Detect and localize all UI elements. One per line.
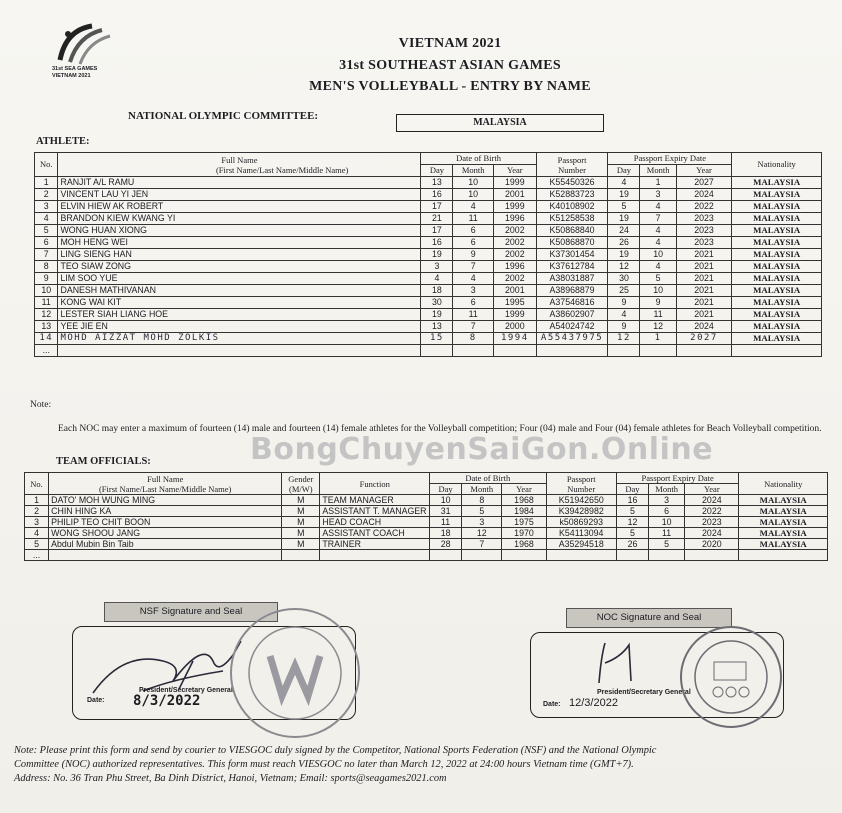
athlete-cell-nat[interactable]: MALAYSIA bbox=[732, 213, 822, 225]
off-col-header-expiry-month: Month bbox=[649, 484, 685, 495]
off-col-header-full-name: Full Name (First Name/Last Name/Middle Name) bbox=[49, 473, 282, 495]
official-cell-name[interactable]: DATO' MOH WUNG MING bbox=[49, 495, 282, 506]
athlete-cell-d[interactable]: 17 bbox=[421, 225, 453, 237]
col-header-nationality: Nationality bbox=[732, 153, 822, 177]
official-cell-g[interactable]: M bbox=[282, 506, 320, 517]
athlete-cell-m[interactable]: 3 bbox=[453, 285, 494, 297]
athlete-cell-ey[interactable]: 2021 bbox=[676, 261, 732, 273]
athlete-cell-y[interactable] bbox=[493, 345, 536, 357]
col-header-expiry-day: Day bbox=[608, 165, 640, 177]
athlete-cell-nat[interactable]: MALAYSIA bbox=[732, 297, 822, 309]
athlete-cell-em[interactable]: 1 bbox=[640, 333, 676, 345]
athlete-cell-y[interactable]: 1995 bbox=[493, 297, 536, 309]
official-cell-ey[interactable]: 2020 bbox=[685, 539, 739, 550]
athlete-cell-em[interactable]: 3 bbox=[640, 189, 676, 201]
footer-line-3: Address: No. 36 Tran Phu Street, Ba Dinh District, Hanoi, Vietnam; Email: sports@seagames2021.com bbox=[14, 773, 447, 784]
off-col-header-dob: Date of Birth bbox=[430, 473, 547, 484]
official-cell-nat[interactable]: MALAYSIA bbox=[739, 517, 828, 528]
off-col-header-gender: Gender (M/W) bbox=[282, 473, 320, 495]
official-cell-ed[interactable]: 16 bbox=[616, 495, 648, 506]
athlete-cell-passport[interactable]: K52883723 bbox=[536, 189, 608, 201]
athlete-cell-m[interactable]: 6 bbox=[453, 297, 494, 309]
athlete-cell-no[interactable]: 14 bbox=[35, 333, 58, 345]
athlete-cell-ey[interactable]: 2023 bbox=[676, 237, 732, 249]
athlete-cell-name[interactable]: KONG WAI KIT bbox=[58, 297, 421, 309]
col-header-expiry-month: Month bbox=[640, 165, 676, 177]
athlete-row bbox=[35, 177, 822, 189]
col-header-full-name: Full Name (First Name/Last Name/Middle Name) bbox=[58, 153, 421, 177]
official-cell-ey[interactable]: 2023 bbox=[685, 517, 739, 528]
official-cell-no[interactable]: 5 bbox=[25, 539, 49, 550]
athlete-cell-em[interactable]: 4 bbox=[640, 261, 676, 273]
official-cell-no[interactable]: 3 bbox=[25, 517, 49, 528]
athlete-row bbox=[35, 249, 822, 261]
footer-line-2: Committee (NOC) authorized representatives. This form must reach VIESGOC no later than March 12, 2022 at 24:00 hours Vietnam time (GMT+7). bbox=[14, 759, 634, 770]
noc-date-value: 12/3/2022 bbox=[569, 697, 618, 709]
athlete-row bbox=[35, 333, 822, 345]
athlete-cell-ed[interactable]: 30 bbox=[608, 273, 640, 285]
official-row bbox=[25, 550, 828, 561]
official-cell-em[interactable] bbox=[649, 550, 685, 561]
official-cell-passport[interactable]: A35294518 bbox=[546, 539, 616, 550]
athlete-cell-d[interactable]: 19 bbox=[421, 309, 453, 321]
noc-date-label: Date: bbox=[543, 701, 561, 708]
official-cell-fn[interactable]: ASSISTANT COACH bbox=[320, 528, 430, 539]
official-cell-y[interactable]: 1975 bbox=[502, 517, 546, 528]
athlete-cell-y[interactable]: 1999 bbox=[493, 177, 536, 189]
official-cell-d[interactable]: 28 bbox=[430, 539, 462, 550]
col-header-dob: Date of Birth bbox=[421, 153, 536, 165]
col-header-no: No. bbox=[35, 153, 58, 177]
athlete-cell-em[interactable]: 1 bbox=[640, 177, 676, 189]
athlete-row bbox=[35, 273, 822, 285]
official-cell-d[interactable]: 10 bbox=[430, 495, 462, 506]
athlete-cell-y[interactable]: 1996 bbox=[493, 261, 536, 273]
athlete-cell-ed[interactable]: 25 bbox=[608, 285, 640, 297]
athlete-cell-y[interactable]: 1999 bbox=[493, 309, 536, 321]
athlete-row bbox=[35, 201, 822, 213]
official-cell-ed[interactable]: 5 bbox=[616, 528, 648, 539]
athlete-cell-m[interactable]: 9 bbox=[453, 249, 494, 261]
athlete-row bbox=[35, 189, 822, 201]
athlete-cell-no[interactable]: 11 bbox=[35, 297, 58, 309]
athlete-cell-ey[interactable]: 2023 bbox=[676, 225, 732, 237]
athlete-cell-name[interactable]: LING SIENG HAN bbox=[58, 249, 421, 261]
athlete-cell-m[interactable]: 7 bbox=[453, 261, 494, 273]
athlete-cell-ey[interactable]: 2027 bbox=[676, 177, 732, 189]
athlete-row bbox=[35, 297, 822, 309]
athlete-cell-em[interactable]: 9 bbox=[640, 297, 676, 309]
official-cell-fn[interactable]: TRAINER bbox=[320, 539, 430, 550]
official-cell-d[interactable]: 11 bbox=[430, 517, 462, 528]
athlete-cell-d[interactable]: 4 bbox=[421, 273, 453, 285]
athlete-cell-ed[interactable]: 9 bbox=[608, 297, 640, 309]
athlete-cell-nat[interactable]: MALAYSIA bbox=[732, 201, 822, 213]
nsf-signature-heading: NSF Signature and Seal bbox=[104, 602, 278, 622]
col-header-month: Month bbox=[453, 165, 494, 177]
official-row bbox=[25, 517, 828, 528]
athlete-cell-y[interactable]: 2001 bbox=[493, 285, 536, 297]
off-col-header-nationality: Nationality bbox=[739, 473, 828, 495]
athlete-cell-y[interactable]: 2002 bbox=[493, 273, 536, 285]
official-cell-d[interactable] bbox=[430, 550, 462, 561]
official-row bbox=[25, 539, 828, 550]
athlete-cell-ed[interactable]: 9 bbox=[608, 321, 640, 333]
athlete-cell-name[interactable]: DANESH MATHIVANAN bbox=[58, 285, 421, 297]
athlete-cell-em[interactable]: 4 bbox=[640, 237, 676, 249]
athlete-cell-ey[interactable]: 2024 bbox=[676, 321, 732, 333]
official-cell-ey[interactable]: 2024 bbox=[685, 495, 739, 506]
athlete-cell-m[interactable]: 10 bbox=[453, 177, 494, 189]
noc-label: NATIONAL OLYMPIC COMMITTEE: bbox=[128, 110, 319, 122]
athlete-row bbox=[35, 285, 822, 297]
official-cell-passport[interactable]: K51942650 bbox=[546, 495, 616, 506]
official-cell-y[interactable]: 1984 bbox=[502, 506, 546, 517]
official-row bbox=[25, 528, 828, 539]
title-line-1: VIETNAM 2021 bbox=[398, 36, 502, 51]
title-line-3: MEN'S VOLLEYBALL - ENTRY BY NAME bbox=[309, 79, 591, 94]
col-header-expiry: Passport Expiry Date bbox=[608, 153, 732, 165]
athlete-cell-passport[interactable]: K37612784 bbox=[536, 261, 608, 273]
official-cell-passport[interactable]: k50869293 bbox=[546, 517, 616, 528]
official-cell-y[interactable]: 1968 bbox=[502, 539, 546, 550]
athlete-cell-em[interactable]: 5 bbox=[640, 273, 676, 285]
nsf-date-label: Date: bbox=[87, 697, 105, 704]
athlete-cell-em[interactable]: 10 bbox=[640, 249, 676, 261]
off-col-header-passport: Passport Number bbox=[546, 473, 616, 495]
athlete-cell-d[interactable]: 13 bbox=[421, 321, 453, 333]
athlete-cell-y[interactable]: 2002 bbox=[493, 249, 536, 261]
athlete-cell-name[interactable]: MOH HENG WEI bbox=[58, 237, 421, 249]
official-cell-name[interactable]: PHILIP TEO CHIT BOON bbox=[49, 517, 282, 528]
athlete-cell-name[interactable]: LESTER SIAH LIANG HOE bbox=[58, 309, 421, 321]
athlete-cell-passport[interactable]: A38602907 bbox=[536, 309, 608, 321]
official-cell-m[interactable]: 5 bbox=[462, 506, 502, 517]
off-col-header-year: Year bbox=[502, 484, 546, 495]
athlete-cell-no[interactable]: 13 bbox=[35, 321, 58, 333]
official-cell-ed[interactable]: 26 bbox=[616, 539, 648, 550]
athlete-cell-m[interactable]: 8 bbox=[453, 333, 494, 345]
athlete-cell-y[interactable]: 2002 bbox=[493, 225, 536, 237]
col-header-day: Day bbox=[421, 165, 453, 177]
athlete-cell-ed[interactable]: 12 bbox=[608, 261, 640, 273]
col-header-expiry-year: Year bbox=[676, 165, 732, 177]
athlete-cell-nat[interactable]: MALAYSIA bbox=[732, 261, 822, 273]
athlete-cell-nat[interactable]: MALAYSIA bbox=[732, 177, 822, 189]
athlete-cell-passport[interactable]: A55437975 bbox=[536, 333, 608, 345]
official-cell-no[interactable]: 1 bbox=[25, 495, 49, 506]
athlete-cell-no[interactable]: 6 bbox=[35, 237, 58, 249]
athlete-cell-m[interactable]: 4 bbox=[453, 273, 494, 285]
athlete-cell-d[interactable]: 17 bbox=[421, 201, 453, 213]
noc-value-field[interactable]: MALAYSIA bbox=[396, 114, 604, 132]
official-cell-nat[interactable]: MALAYSIA bbox=[739, 539, 828, 550]
athlete-cell-nat[interactable]: MALAYSIA bbox=[732, 249, 822, 261]
athlete-cell-ey[interactable]: 2024 bbox=[676, 189, 732, 201]
athlete-cell-d[interactable] bbox=[421, 345, 453, 357]
col-header-passport: Passport Number bbox=[536, 153, 608, 177]
athlete-cell-ey[interactable]: 2023 bbox=[676, 213, 732, 225]
athlete-cell-d[interactable]: 21 bbox=[421, 213, 453, 225]
athlete-cell-y[interactable]: 2000 bbox=[493, 321, 536, 333]
athlete-cell-passport[interactable]: K37301454 bbox=[536, 249, 608, 261]
athlete-cell-name[interactable]: TEO SIAW ZONG bbox=[58, 261, 421, 273]
official-cell-y[interactable]: 1970 bbox=[502, 528, 546, 539]
official-cell-nat[interactable]: MALAYSIA bbox=[739, 528, 828, 539]
athlete-cell-em[interactable]: 7 bbox=[640, 213, 676, 225]
athlete-cell-passport[interactable]: K55450326 bbox=[536, 177, 608, 189]
official-cell-no[interactable]: 4 bbox=[25, 528, 49, 539]
watermark: BongChuyenSaiGon.Online bbox=[250, 432, 714, 467]
athlete-cell-no[interactable]: 3 bbox=[35, 201, 58, 213]
noc-signer-label: President/Secretary General bbox=[597, 689, 691, 696]
official-cell-g[interactable]: M bbox=[282, 517, 320, 528]
athlete-cell-ed[interactable]: 4 bbox=[608, 177, 640, 189]
official-cell-ey[interactable]: 2022 bbox=[685, 506, 739, 517]
logo-caption: 31st SEA GAMES VIETNAM 2021 bbox=[52, 66, 98, 79]
official-cell-ey[interactable] bbox=[685, 550, 739, 561]
official-cell-y[interactable] bbox=[502, 550, 546, 561]
official-cell-m[interactable] bbox=[462, 550, 502, 561]
athlete-row bbox=[35, 261, 822, 273]
athlete-cell-name[interactable]: BRANDON KIEW KWANG YI bbox=[58, 213, 421, 225]
athlete-cell-no[interactable]: 9 bbox=[35, 273, 58, 285]
official-cell-d[interactable]: 18 bbox=[430, 528, 462, 539]
official-row bbox=[25, 506, 828, 517]
official-cell-name[interactable]: Abdul Mubin Bin Taib bbox=[49, 539, 282, 550]
athlete-cell-d[interactable]: 16 bbox=[421, 189, 453, 201]
athlete-cell-y[interactable]: 1999 bbox=[493, 201, 536, 213]
athlete-cell-no[interactable]: 7 bbox=[35, 249, 58, 261]
athlete-cell-nat[interactable] bbox=[732, 345, 822, 357]
athlete-cell-name[interactable]: VINCENT LAU YI JEN bbox=[58, 189, 421, 201]
athlete-cell-nat[interactable]: MALAYSIA bbox=[732, 333, 822, 345]
footer-line-1: Note: Please print this form and send by courier to VIESGOC duly signed by the Competitor, National Sports Federation (NSF) and the National Olympic bbox=[14, 745, 657, 756]
official-cell-passport[interactable]: K39428982 bbox=[546, 506, 616, 517]
official-cell-nat[interactable]: MALAYSIA bbox=[739, 495, 828, 506]
athlete-cell-y[interactable]: 1996 bbox=[493, 213, 536, 225]
official-cell-m[interactable]: 3 bbox=[462, 517, 502, 528]
athlete-cell-em[interactable] bbox=[640, 345, 676, 357]
athletes-table bbox=[34, 152, 822, 357]
official-cell-d[interactable]: 31 bbox=[430, 506, 462, 517]
off-col-header-day: Day bbox=[430, 484, 462, 495]
athlete-cell-passport[interactable]: A38968879 bbox=[536, 285, 608, 297]
off-col-header-no: No. bbox=[25, 473, 49, 495]
athlete-cell-m[interactable]: 10 bbox=[453, 189, 494, 201]
official-cell-g[interactable]: M bbox=[282, 528, 320, 539]
nsf-signer-label: President/Secretary General bbox=[139, 687, 233, 694]
athlete-cell-m[interactable]: 4 bbox=[453, 201, 494, 213]
athlete-row bbox=[35, 321, 822, 333]
note-label: Note: bbox=[30, 400, 52, 410]
athlete-cell-no[interactable]: 10 bbox=[35, 285, 58, 297]
athlete-cell-nat[interactable]: MALAYSIA bbox=[732, 309, 822, 321]
athlete-cell-m[interactable]: 11 bbox=[453, 309, 494, 321]
athlete-cell-name[interactable]: LIM SOO YUE bbox=[58, 273, 421, 285]
official-cell-g[interactable] bbox=[282, 550, 320, 561]
athlete-cell-ed[interactable]: 19 bbox=[608, 213, 640, 225]
official-cell-em[interactable]: 3 bbox=[649, 495, 685, 506]
official-cell-ed[interactable] bbox=[616, 550, 648, 561]
official-row bbox=[25, 495, 828, 506]
athlete-cell-d[interactable]: 13 bbox=[421, 177, 453, 189]
athlete-cell-d[interactable]: 15 bbox=[421, 333, 453, 345]
official-cell-em[interactable]: 10 bbox=[649, 517, 685, 528]
title-line-2: 31st SOUTHEAST ASIAN GAMES bbox=[339, 58, 561, 73]
athlete-cell-ey[interactable]: 2021 bbox=[676, 285, 732, 297]
athlete-cell-em[interactable]: 4 bbox=[640, 201, 676, 213]
official-cell-fn[interactable]: TEAM MANAGER bbox=[320, 495, 430, 506]
athlete-cell-em[interactable]: 12 bbox=[640, 321, 676, 333]
athlete-cell-nat[interactable]: MALAYSIA bbox=[732, 225, 822, 237]
official-cell-name[interactable]: WONG SHOOU JANG bbox=[49, 528, 282, 539]
official-cell-ey[interactable]: 2024 bbox=[685, 528, 739, 539]
officials-section-label: TEAM OFFICIALS: bbox=[56, 456, 151, 467]
athlete-cell-ey[interactable]: 2022 bbox=[676, 201, 732, 213]
athlete-row bbox=[35, 309, 822, 321]
note-text: Each NOC may enter a maximum of fourteen (14) male and fourteen (14) female athletes for the Volleyball competition; Four (04) male and Four (04) female athletes for Beach Volleyball competition. bbox=[58, 424, 822, 434]
athlete-cell-d[interactable]: 3 bbox=[421, 261, 453, 273]
athlete-cell-passport[interactable]: K50868870 bbox=[536, 237, 608, 249]
athlete-cell-no[interactable]: 5 bbox=[35, 225, 58, 237]
official-cell-y[interactable]: 1968 bbox=[502, 495, 546, 506]
officials-table bbox=[24, 472, 828, 561]
nsf-seal-stamp-icon bbox=[224, 604, 366, 742]
noc-signature-heading: NOC Signature and Seal bbox=[566, 608, 732, 628]
official-cell-em[interactable]: 11 bbox=[649, 528, 685, 539]
athlete-cell-no[interactable]: 12 bbox=[35, 309, 58, 321]
athlete-cell-no[interactable]: 2 bbox=[35, 189, 58, 201]
official-cell-passport[interactable]: K54113094 bbox=[546, 528, 616, 539]
official-cell-m[interactable]: 12 bbox=[462, 528, 502, 539]
athlete-cell-name[interactable]: RANJIT A/L RAMU bbox=[58, 177, 421, 189]
athlete-row bbox=[35, 225, 822, 237]
athlete-cell-ey[interactable] bbox=[676, 345, 732, 357]
athlete-cell-passport[interactable] bbox=[536, 345, 608, 357]
athlete-cell-d[interactable]: 30 bbox=[421, 297, 453, 309]
athlete-cell-em[interactable]: 11 bbox=[640, 309, 676, 321]
athlete-cell-m[interactable] bbox=[453, 345, 494, 357]
athlete-cell-nat[interactable]: MALAYSIA bbox=[732, 189, 822, 201]
off-col-header-expiry-day: Day bbox=[616, 484, 648, 495]
athlete-cell-passport[interactable]: K40108902 bbox=[536, 201, 608, 213]
athlete-cell-nat[interactable]: MALAYSIA bbox=[732, 237, 822, 249]
athlete-cell-name[interactable]: MOHD AIZZAT MOHD ZOLKIS bbox=[58, 333, 421, 345]
athlete-cell-y[interactable]: 2001 bbox=[493, 189, 536, 201]
athlete-cell-ed[interactable]: 19 bbox=[608, 249, 640, 261]
athlete-cell-passport[interactable]: K51258538 bbox=[536, 213, 608, 225]
athlete-cell-em[interactable]: 4 bbox=[640, 225, 676, 237]
official-cell-g[interactable]: M bbox=[282, 539, 320, 550]
athlete-cell-nat[interactable]: MALAYSIA bbox=[732, 321, 822, 333]
official-cell-name[interactable]: CHIN HING KA bbox=[49, 506, 282, 517]
athlete-cell-no[interactable]: ... bbox=[35, 345, 58, 357]
off-col-header-function: Function bbox=[320, 473, 430, 495]
athlete-cell-y[interactable]: 1994 bbox=[493, 333, 536, 345]
athlete-cell-passport[interactable]: A38031887 bbox=[536, 273, 608, 285]
athlete-cell-d[interactable]: 16 bbox=[421, 237, 453, 249]
noc-seal-stamp-icon bbox=[676, 624, 786, 730]
athlete-section-label: ATHLETE: bbox=[36, 136, 90, 147]
off-col-header-expiry: Passport Expiry Date bbox=[616, 473, 739, 484]
athlete-row bbox=[35, 237, 822, 249]
official-cell-g[interactable]: M bbox=[282, 495, 320, 506]
athlete-cell-passport[interactable]: A37546816 bbox=[536, 297, 608, 309]
athlete-cell-ed[interactable] bbox=[608, 345, 640, 357]
nsf-date-value: 8/3/2022 bbox=[133, 693, 201, 709]
athlete-cell-name[interactable]: WONG HUAN XIONG bbox=[58, 225, 421, 237]
athlete-cell-em[interactable]: 10 bbox=[640, 285, 676, 297]
official-cell-no[interactable]: ... bbox=[25, 550, 49, 561]
athlete-cell-ed[interactable]: 4 bbox=[608, 309, 640, 321]
athlete-cell-ed[interactable]: 19 bbox=[608, 189, 640, 201]
athlete-cell-ed[interactable]: 26 bbox=[608, 237, 640, 249]
official-cell-ed[interactable]: 5 bbox=[616, 506, 648, 517]
athlete-cell-ey[interactable]: 2021 bbox=[676, 309, 732, 321]
official-cell-fn[interactable] bbox=[320, 550, 430, 561]
athlete-cell-d[interactable]: 19 bbox=[421, 249, 453, 261]
athlete-cell-name[interactable]: ELVIN HIEW AK ROBERT bbox=[58, 201, 421, 213]
athlete-cell-m[interactable]: 6 bbox=[453, 237, 494, 249]
footer-note bbox=[14, 744, 824, 786]
athlete-cell-nat[interactable]: MALAYSIA bbox=[732, 285, 822, 297]
athlete-cell-name[interactable] bbox=[58, 345, 421, 357]
athlete-cell-d[interactable]: 18 bbox=[421, 285, 453, 297]
col-header-year: Year bbox=[493, 165, 536, 177]
athlete-cell-ed[interactable]: 12 bbox=[608, 333, 640, 345]
official-cell-no[interactable]: 2 bbox=[25, 506, 49, 517]
noc-signature-scribble bbox=[591, 637, 661, 687]
athlete-cell-passport[interactable]: K50868840 bbox=[536, 225, 608, 237]
athlete-cell-ey[interactable]: 2021 bbox=[676, 249, 732, 261]
official-cell-nat[interactable] bbox=[739, 550, 828, 561]
official-cell-em[interactable]: 6 bbox=[649, 506, 685, 517]
official-cell-ed[interactable]: 12 bbox=[616, 517, 648, 528]
athlete-cell-ed[interactable]: 5 bbox=[608, 201, 640, 213]
off-col-header-expiry-year: Year bbox=[685, 484, 739, 495]
official-cell-nat[interactable]: MALAYSIA bbox=[739, 506, 828, 517]
official-cell-fn[interactable]: HEAD COACH bbox=[320, 517, 430, 528]
athlete-cell-ey[interactable]: 2021 bbox=[676, 297, 732, 309]
athlete-cell-m[interactable]: 7 bbox=[453, 321, 494, 333]
athlete-cell-ey[interactable]: 2027 bbox=[676, 333, 732, 345]
athlete-cell-ey[interactable]: 2021 bbox=[676, 273, 732, 285]
athlete-cell-no[interactable]: 4 bbox=[35, 213, 58, 225]
official-cell-em[interactable]: 5 bbox=[649, 539, 685, 550]
official-cell-passport[interactable] bbox=[546, 550, 616, 561]
athlete-row bbox=[35, 345, 822, 357]
official-cell-name[interactable] bbox=[49, 550, 282, 561]
athlete-cell-nat[interactable]: MALAYSIA bbox=[732, 273, 822, 285]
athlete-cell-ed[interactable]: 24 bbox=[608, 225, 640, 237]
athlete-cell-no[interactable]: 8 bbox=[35, 261, 58, 273]
official-cell-m[interactable]: 7 bbox=[462, 539, 502, 550]
off-col-header-month: Month bbox=[462, 484, 502, 495]
athlete-cell-name[interactable]: YEE JIE EN bbox=[58, 321, 421, 333]
athlete-cell-m[interactable]: 6 bbox=[453, 225, 494, 237]
athlete-cell-passport[interactable]: A54024742 bbox=[536, 321, 608, 333]
official-cell-fn[interactable]: ASSISTANT T. MANAGER bbox=[320, 506, 430, 517]
athlete-row bbox=[35, 213, 822, 225]
athlete-cell-no[interactable]: 1 bbox=[35, 177, 58, 189]
official-cell-m[interactable]: 8 bbox=[462, 495, 502, 506]
athlete-cell-m[interactable]: 11 bbox=[453, 213, 494, 225]
athlete-cell-y[interactable]: 2002 bbox=[493, 237, 536, 249]
